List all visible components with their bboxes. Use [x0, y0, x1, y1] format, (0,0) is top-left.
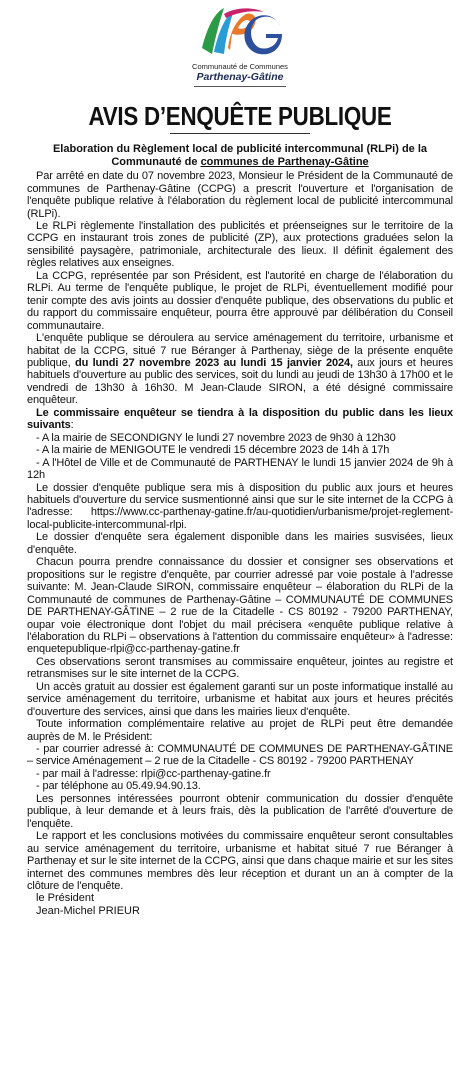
paragraph-communication: Les personnes intéressées pourront obtenir communication du dossier d'enquête publique, à leur demande et à leurs frais, dès la publication de l'arrêté d'ouverture de l'enquête. [27, 792, 453, 830]
contact-item: - par téléphone au 05.49.94.90.13. [36, 780, 201, 793]
paragraph-dossier: Le dossier d'enquête publique sera mis à disposition du public aux jours et heures habituels d'ouverture du service susmentionné ainsi que sur le site internet de la CCPG à l'adresse: https://www.cc-parthenay-gatine.fr/au-quotidien/urbanisme/projet-reglement-local-publicite-intercommunal-rlpi. [27, 481, 453, 531]
enquete-text-before: L'enquête publique se déroulera au service aménagement du territoire, urbanisme et habitat de la CCPG, situé 7 rue Béranger à Parthenay, siège de la présente enquête publique, [27, 332, 453, 369]
notice-subtitle [27, 143, 453, 168]
ccpg-logo [27, 0, 453, 87]
paragraph-information: Toute information complémentaire relative au projet de RLPi peut être demandée auprès de M. le Président: [27, 718, 453, 743]
logo-name: Parthenay-Gâtine [196, 71, 284, 83]
permanences-heading-text: Le commissaire enquêteur se tiendra à la disposition du public dans les lieux suivants [27, 406, 453, 432]
paragraph-rapport: Le rapport et les conclusions motivées du commissaire enquêteur seront consultables au service aménagement du territoire, urbanisme et habitat situé 7 rue Béranger à Parthenay et sur le site internet de la CCPG, ainsi que dans chaque mairie et sur les sites internet des communes membres dès leur réception et durant un an à compter de la clôture de l'enquête. [27, 830, 453, 893]
subtitle-line-2-prefix: Communauté de [111, 155, 201, 168]
enquete-dates: du lundi 27 novembre 2023 au lundi 15 janvier 2024, [74, 356, 353, 369]
permanences-colon: : [70, 419, 74, 432]
permanence-item: - A la mairie de SECONDIGNY le lundi 27 novembre 2023 de 9h30 à 12h30 [36, 431, 396, 444]
notice-body [27, 170, 453, 917]
logo-subtitle: Communauté de Communes [192, 62, 288, 71]
permanence-item: - A la mairie de MENIGOUTE le vendredi 15 décembre 2023 de 14h à 17h [36, 444, 390, 457]
subtitle-line-2 [27, 156, 453, 169]
page-title: AVIS D’ENQUÊTE PUBLIQUE [88, 101, 392, 131]
title-divider [170, 133, 310, 134]
signature-role: le Président [36, 892, 95, 905]
signature-name: Jean-Michel PRIEUR [36, 904, 140, 917]
logo-divider [194, 86, 286, 87]
contact-item: - par courrier adressé à: COMMUNAUTÉ DE COMMUNES DE PARTHENAY-GÂTINE – service Aménagement – 2 rue de la Citadelle - CS 80192 - 79200 PARTHENAY [27, 743, 453, 768]
permanences-heading [27, 407, 453, 432]
paragraph-enquete [27, 332, 453, 407]
subtitle-link: communes de Parthenay-Gâtine [200, 155, 369, 168]
paragraph-observations: Chacun pourra prendre connaissance du dossier et consigner ses observations et propositions sur le registre d'enquête, par courrier adressé par voie postale à l'adresse suivante: M. Jean-Claude SIRON, commissaire enquêteur – élaboration du RLPi de la Communauté de communes de Parthenay-Gâtine – COMMUNAUTÉ DE COMMUNES DE PARTHENAY-GÂTINE – 2 rue de la Citadelle - CS 80192 - 79200 PARTHENAY, oupar voie électronique dont l'objet du mail précisera «enquête publique relative à l'élaboration du RLPi – observations à l'attention du commissaire enquêteur» à l'adresse: enquetepublique-rlpi@cc-parthenay-gatine.fr [27, 556, 453, 656]
paragraph-ccpg: La CCPG, représentée par son Président, est l'autorité en charge de l'élaboration du RLPi. Au terme de l'enquête publique, le projet de RLPi, éventuellement modifié pour tenir compte des avis joints au dossier d'enquête publique, des observations du public et du rapport du commissaire enquêteur, pourra être approuvé par délibération du Conseil communautaire. [27, 269, 453, 332]
subtitle-line-1: Elaboration du Règlement local de publicité intercommunal (RLPi) de la [52, 143, 428, 156]
paragraph-arrete: Par arrêté en date du 07 novembre 2023, Monsieur le Président de la Communauté de communes de Parthenay-Gâtine (CCPG) a prescrit l'ouverture et l'organisation de l'enquête publique relative à l'élaboration du règlement local de publicité intercommunal (RLPi). [27, 170, 453, 220]
paragraph-mairies: Le dossier d'enquête sera également disponible dans les mairies susvisées, lieux d'enquête. [27, 531, 453, 556]
paragraph-acces: Un accès gratuit au dossier est également garanti sur un poste informatique installé au service aménagement du territoire, urbanisme et habitat aux jours et heures précités d'ouverture des services, ainsi que dans les mairies lieux d'enquête. [27, 680, 453, 718]
ccpg-logo-icon [194, 4, 286, 62]
paragraph-transmission: Ces observations seront transmises au commissaire enquêteur, jointes au registre et retransmises sur le site internet de la CCPG. [27, 655, 453, 681]
contact-item: - par mail à l'adresse: rlpi@cc-parthenay-gatine.fr [36, 767, 271, 780]
enquete-text-after: aux jours et heures habituels d'ouverture au public des services, soit du lundi au jeudi de 13h30 à 17h00 et le vendredi de 13h30 à 16h30. M Jean-Claude SIRON, a été désigné commissaire enquêteur. [27, 356, 453, 407]
permanence-item: - A l'Hôtel de Ville et de Communauté de PARTHENAY le lundi 15 janvier 2024 de 9h à 12h [27, 456, 453, 482]
paragraph-rlpi: Le RLPi règlemente l'installation des publicités et préenseignes sur le territoire de la CCPG en instaurant trois zones de publicité (ZP), aux protections graduées selon la sensibilité paysagère, patrimoniale, architecturale des lieux. Il définit également des règles relatives aux enseignes. [27, 220, 453, 270]
